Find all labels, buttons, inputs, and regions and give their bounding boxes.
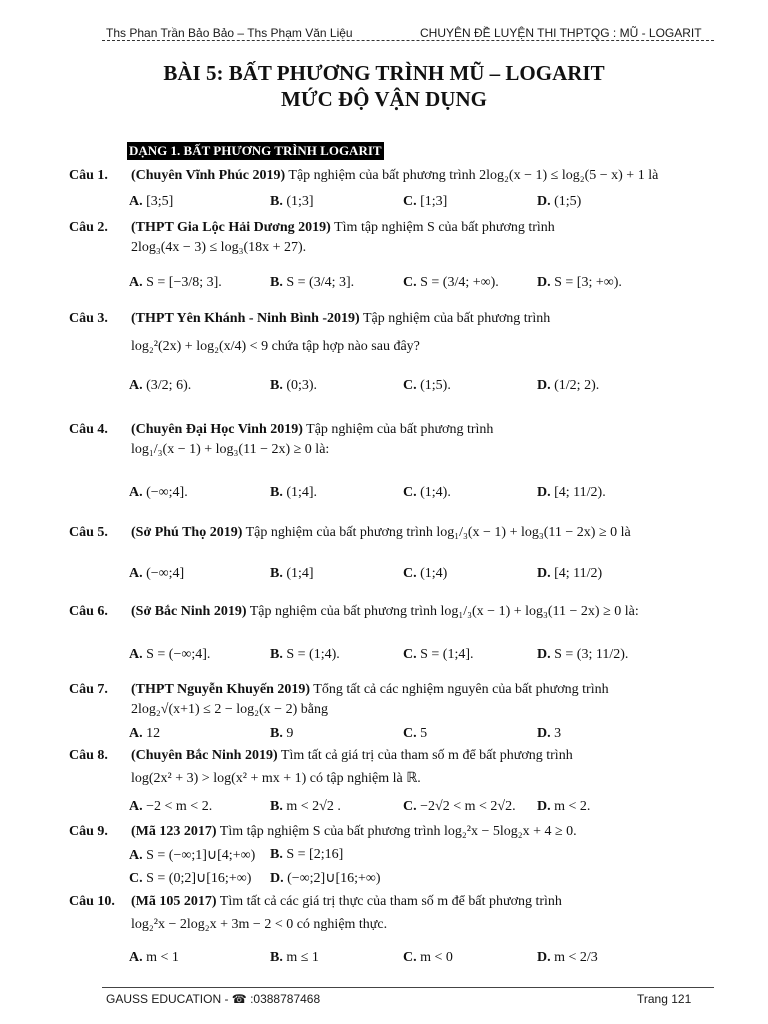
question-formula: log(2x² + 3) > log(x² + mx + 1) có tập nghiệm là ℝ. [131,771,421,786]
question-label: Câu 4. [69,422,108,437]
option-b: S = (1;4). [286,647,340,662]
question-label: Câu 5. [69,525,108,540]
option-c: −2√2 < m < 2√2. [420,799,516,814]
option-d: [4; 11/2). [554,485,606,500]
option-a: S = (−∞;4]. [146,647,211,662]
question-text: Tìm tập nghiệm S của bất phương trình log₂²x − 5log₂x + 4 ≥ 0. [216,824,577,839]
option-a: (−∞;4]. [146,485,188,500]
option-a: 12 [146,726,161,741]
question-formula: 2log₂√(x+1) ≤ 2 − log₂(x − 2) bằng [131,702,328,717]
option-b: S = (3/4; 3]. [286,275,355,290]
question-source: (Sở Phú Thọ 2019) [131,525,243,540]
question-source: (Chuyên Bắc Ninh 2019) [131,748,278,763]
option-b: S = [2;16] [286,847,344,862]
option-d: [4; 11/2) [554,566,603,581]
option-b: 9 [286,726,294,741]
page-title [0,60,768,112]
question-label: Câu 9. [69,824,108,839]
option-a: (3/2; 6). [146,378,192,393]
question-text: Tìm tất cả các giá trị thực của tham số m để bất phương trình [216,894,562,909]
question-text: Tìm tất cả giá trị của tham số m để bất phương trình [277,748,573,763]
question-label: Câu 3. [69,311,108,326]
section-heading: DẠNG 1. BẤT PHƯƠNG TRÌNH LOGARIT [129,143,382,158]
question-label: Câu 10. [69,894,115,909]
option-a: S = (−∞;1]∪[4;+∞) [146,848,256,863]
option-d: (1/2; 2). [554,378,600,393]
option-b: m < 2√2 . [286,799,341,814]
option-b: m ≤ 1 [286,950,319,965]
question-label: Câu 1. [69,168,108,183]
question-source: (THPT Nguyễn Khuyến 2019) [131,682,311,697]
page-number: Trang 121 [637,992,692,1006]
question-source: (THPT Yên Khánh - Ninh Bình -2019) [131,311,360,326]
option-b: (0;3). [286,378,318,393]
option-c: S = (3/4; +∞). [420,275,499,290]
question-label: Câu 7. [69,682,108,697]
title-line-2: MỨC ĐỘ VẬN DỤNG [281,87,487,111]
question-text: Tập nghiệm của bất phương trình [359,311,551,326]
option-d: m < 2/3 [554,950,598,965]
option-c: (1;5). [420,378,451,393]
option-a: (−∞;4] [146,566,185,581]
footer-divider [102,987,714,988]
title-line-1: BÀI 5: BẤT PHƯƠNG TRÌNH MŨ – LOGARIT [163,61,605,85]
question-source: (Chuyên Đại Học Vinh 2019) [131,422,303,437]
question-formula: log₂²x − 2log₂x + 3m − 2 < 0 có nghiệm thực. [131,917,388,932]
option-c: [1;3] [420,194,448,209]
option-d: (−∞;2]∪[16;+∞) [287,871,381,886]
option-b: (1;4] [286,566,314,581]
option-d: S = [3; +∞). [554,275,622,290]
question-label: Câu 8. [69,748,108,763]
header-divider [102,40,714,41]
option-d: 3 [554,726,562,741]
option-a: S = [−3/8; 3]. [146,275,222,290]
question-formula: log₂²(2x) + log₂(x/4) < 9 chứa tập hợp nào sau đây? [131,339,420,354]
header-topic: CHUYÊN ĐỀ LUYỆN THI THPTQG : MŨ - LOGARIT [420,26,702,40]
option-d: m < 2. [554,799,591,814]
option-c: (1;4). [420,485,451,500]
question-source: (Chuyên Vĩnh Phúc 2019) [131,168,286,183]
option-d: S = (3; 11/2). [554,647,629,662]
option-d: (1;5) [554,194,582,209]
question-label: Câu 6. [69,604,108,619]
question-source: (Mã 123 2017) [131,824,217,839]
question-formula: log₁/₃(x − 1) + log₃(11 − 2x) ≥ 0 là: [131,442,330,457]
option-a: −2 < m < 2. [146,799,213,814]
option-c: S = (1;4]. [420,647,474,662]
option-c: S = (0;2]∪[16;+∞) [146,871,252,886]
question-text: Tập nghiệm của bất phương trình log₁/₃(x − 1) + log₃(11 − 2x) ≥ 0 là [242,525,631,540]
option-b: (1;3] [286,194,314,209]
option-c: 5 [420,726,428,741]
header-authors: Ths Phan Trần Bảo Bảo – Ths Phạm Văn Liệu [106,26,353,40]
option-c: (1;4) [420,566,448,581]
question-text: Tập nghiệm của bất phương trình [302,422,494,437]
question-label: Câu 2. [69,220,108,235]
question-text: Tìm tập nghiệm S của bất phương trình [330,220,555,235]
question-formula: 2log₃(4x − 3) ≤ log₃(18x + 27). [131,240,307,255]
option-c: m < 0 [420,950,453,965]
option-b: (1;4]. [286,485,318,500]
question-text: Tập nghiệm của bất phương trình log₁/₃(x − 1) + log₃(11 − 2x) ≥ 0 là: [246,604,639,619]
question-source: (THPT Gia Lộc Hải Dương 2019) [131,220,331,235]
option-a: [3;5] [146,194,174,209]
question-source: (Sở Bắc Ninh 2019) [131,604,247,619]
option-a: m < 1 [146,950,179,965]
question-text: Tập nghiệm của bất phương trình 2log₂(x − 1) ≤ log₂(5 − x) + 1 là [285,168,659,183]
footer-publisher: GAUSS EDUCATION - ☎ :0388787468 [106,992,321,1006]
question-source: (Mã 105 2017) [131,894,217,909]
question-text: Tổng tất cả các nghiệm nguyên của bất phương trình [310,682,609,697]
